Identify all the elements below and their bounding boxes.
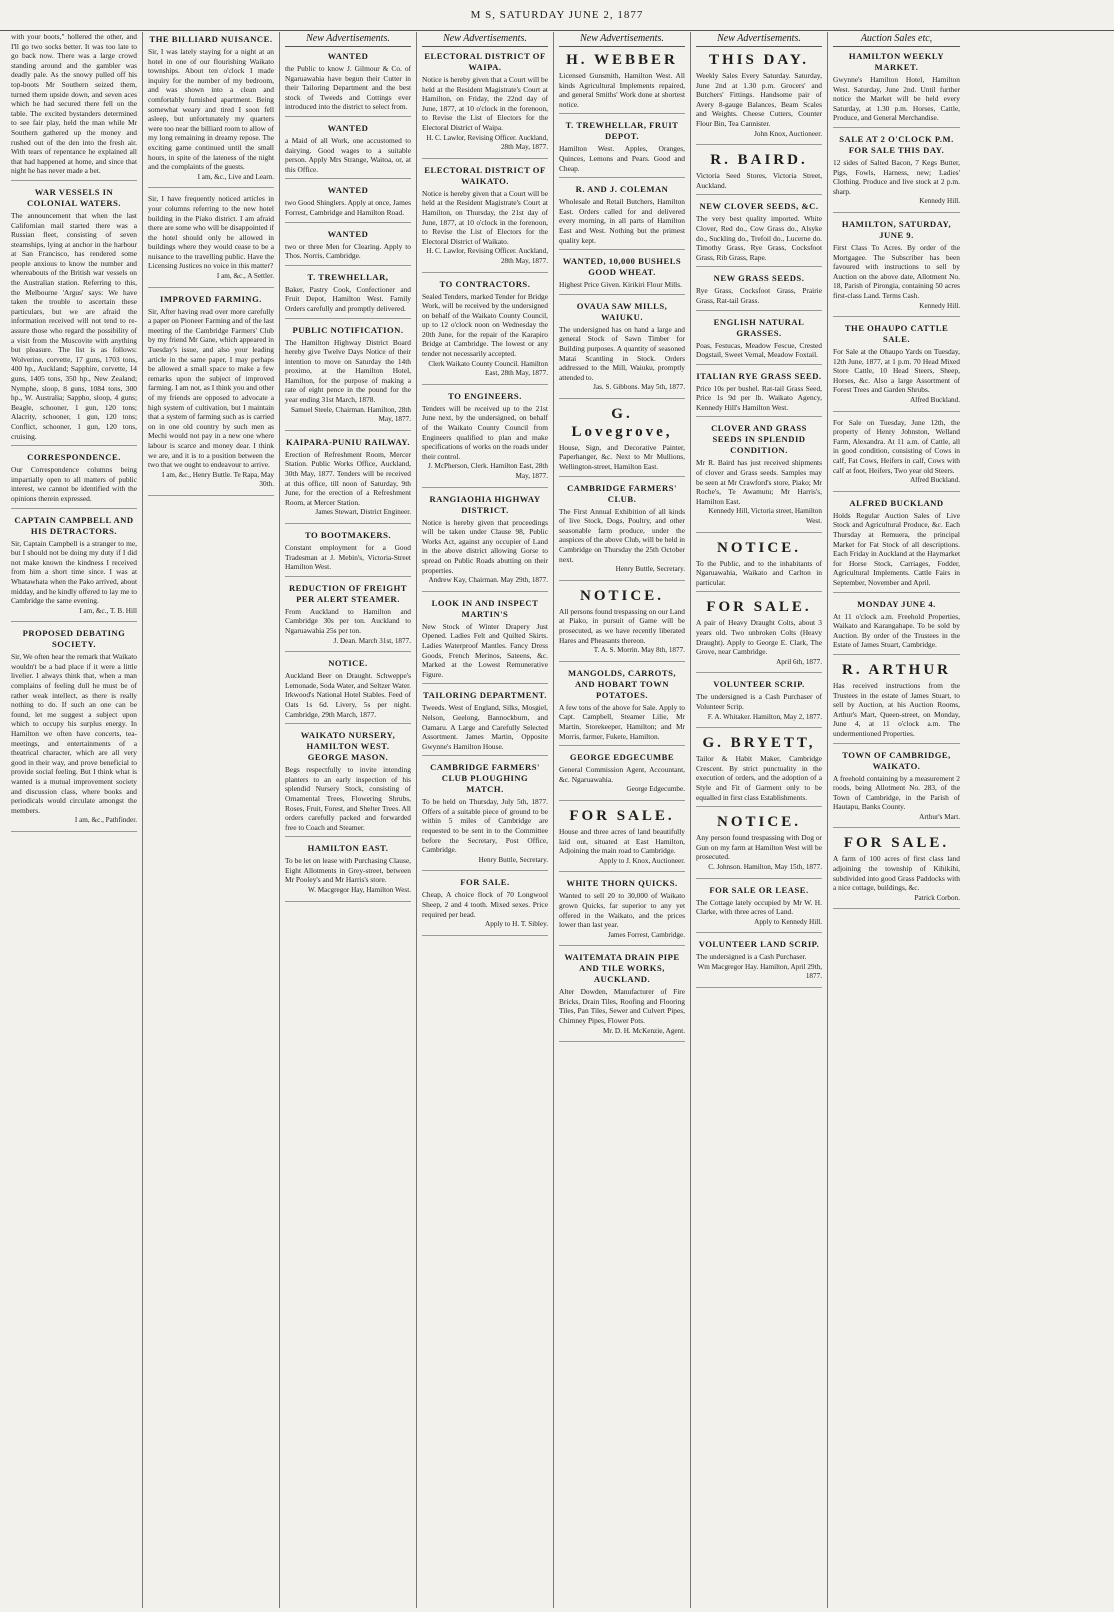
article xyxy=(559,483,685,581)
article-signature: I am, &c., Pathfinder. xyxy=(74,816,137,825)
article xyxy=(833,418,960,492)
article-signature: C. Johnson. Hamilton, May 15th, 1877. xyxy=(708,862,822,871)
article-body: Sir, I was lately staying for a night at an hotel in one of our flourishing Waikato townships. About ten o'clock I made inquiry for the number of my bedroom, and was shown into a clean and comfortably furnished apartment. Being somewhat weary and tired I soon fell asleep, but unfortunately my quarters were too near the billiard room to allow of my long remaining in dreamy repose. The exciting game continued until the small hours, in spite of the lateness of the night and the complaints of the guests. xyxy=(148,47,274,172)
article xyxy=(148,294,274,496)
column-7 xyxy=(828,32,965,1608)
article xyxy=(422,877,548,935)
article xyxy=(285,123,411,179)
article-title: VOLUNTEER LAND SCRIP. xyxy=(698,939,820,950)
article-title: IMPROVED FARMING. xyxy=(160,293,262,304)
article-signature: H. C. Lawlor, Revising Officer. Auckland, 28th May, 1877. xyxy=(426,247,548,265)
article-signature: James Forrest, Cambridge. xyxy=(607,930,685,939)
article xyxy=(422,391,548,488)
article-body: Rye Grass, Cocksfoot Grass, Prairie Grass, Rat-tail Grass. xyxy=(696,286,822,305)
article-body: Sealed Tenders, marked Tender for Bridge Work, will be received by the undersigned on behalf of the Waikato County Council, up to 12 o'clock noon on Wednesday the 20th June, for the repair of the Karapiro Bridge at Cambridge. The lowest or any tender not necessarily accepted. xyxy=(422,291,548,359)
article-signature: J. McPherson, Clerk. Hamilton East, 28th May, 1877. xyxy=(428,462,548,480)
article xyxy=(422,279,548,385)
article-title: R. AND J. COLEMAN xyxy=(575,184,669,195)
article-body: A freehold containing by a measurement 2 roods, being Allotment No. 283, of the Town of Cambridge, in the Parish of Hautapu, Banks County. xyxy=(833,773,960,812)
article xyxy=(422,598,548,685)
article-title: ALFRED BUCKLAND xyxy=(849,497,944,508)
article-signature: George Edgecumbe. xyxy=(626,785,685,794)
article-body: Wanted to sell 20 to 30,000 of Waikato grown Quicks, far superior to any yet offered in the Waikato, and the prices lower than last year. xyxy=(559,891,685,930)
article-body: Mr R. Baird has just received shipments of clover and Grass seeds. Samples may be seen at Mr Crawford's store, Piako; Mr Roche's, Te Awamutu; Mr Harris's, Hamilton East. xyxy=(696,458,822,506)
article xyxy=(833,219,960,317)
article-body: Tweeds. West of England, Silks, Mosgiel, Nelson, Geelong, Bannockburn, and Oamaru. A Large and Carefully Selected Assortment. James Martin, Opposite Gwynne's Hamilton House. xyxy=(422,703,548,751)
article xyxy=(833,498,960,593)
article xyxy=(696,151,822,195)
article-signature: Wm Macgregor Hay. Hamilton, April 29th, 1877. xyxy=(697,962,822,981)
article-title: ITALIAN RYE GRASS SEED. xyxy=(696,370,822,381)
article xyxy=(696,371,822,418)
article-body: All persons found trespassing on our Land at Piako, in pursuit of Game will be prosecuted, as we have recently liberated Hares and Pheasants thereon. xyxy=(559,606,685,645)
article-body: Sir, Captain Campbell is a stranger to me, but I should not be doing my duty if I did not make known the kindness I received from him a short time since. I was at Whatawhata when the Pako arrived, about midday, and he kindly offered to lay me to Cambridge the same evening. xyxy=(11,538,137,606)
article-title: WANTED xyxy=(327,185,369,196)
article-title: T. TREWHELLAR, FRUIT DEPOT. xyxy=(565,120,679,142)
article-body: The Hamilton Highway District Board hereby give Twelve Days Notice of their intention to move on Saturday the 14th proximo, at the Hamilton Hotel, Hamilton, for the purpose of making a rate of eight pence in the pound for the year ending 31st March, 1878. xyxy=(285,337,411,405)
article-title: WAIKATO NURSERY, HAMILTON WEST. GEORGE MASON. xyxy=(300,730,396,763)
article-body: House and three acres of land beautifully laid out, situated at East Hamilton, Adjoining the main road to Cambridge. xyxy=(559,826,685,856)
article xyxy=(833,661,960,744)
article-signature: Patrick Corbon. xyxy=(914,893,960,902)
article xyxy=(11,628,137,832)
article xyxy=(833,750,960,829)
article-title: LOOK IN AND INSPECT MARTIN'S xyxy=(431,597,539,619)
article-title: FOR SALE. xyxy=(569,807,675,824)
article-body: The undersigned is a Cash Purchaser. xyxy=(696,952,807,962)
article-title: NEW CLOVER SEEDS, &C. xyxy=(699,201,819,212)
article xyxy=(285,272,411,319)
article-body: Constant employment for a Good Tradesman at J. Mebin's, Victoria-Street Hamilton West. xyxy=(285,543,411,572)
article xyxy=(559,587,685,662)
article-title: SALE AT 2 O'CLOCK P.M. FOR SALE THIS DAY. xyxy=(839,133,954,155)
article xyxy=(696,317,822,365)
article-signature: Clerk Waikato County Council. Hamilton East, 28th May, 1877. xyxy=(428,359,548,378)
masthead: M S, SATURDAY JUNE 2, 1877 xyxy=(0,0,1114,31)
article-signature: I am, &c., T. B. Hill xyxy=(79,606,137,615)
article-title: FOR SALE. xyxy=(843,835,950,852)
article xyxy=(11,187,137,446)
article-body: House, Sign, and Decorative Painter, Paperhanger, &c. Next to Mr Mullions, Wellington-street, Hamilton East. xyxy=(559,442,685,472)
article-body: A pair of Heavy Draught Colts, about 3 years old. Two unbroken Colts (Heavy Draught). Apply to George E. Clark, The Grove, near Cambridge. xyxy=(696,618,822,657)
article-title: NOTICE. xyxy=(717,814,801,831)
article-signature: Apply to H. T. Sibley. xyxy=(485,920,548,929)
article xyxy=(696,539,822,593)
article-title: KAIPARA-PUNIU RAILWAY. xyxy=(285,436,410,447)
article-body: Holds Regular Auction Sales of Live Stock and Agricultural Produce, &c. Each Thursday at Remuera, the principal Market for Fat Stock of all descriptions. Each Friday in Auckland at the Haymarket for Horse Stock, Carriages, Fodder, Agricultural Implements. Cattle Fairs in September, November and April. xyxy=(833,510,960,587)
article xyxy=(148,34,274,188)
article-body: Sir, After having read over more carefully a paper on Pioneer Farming and of the last meeting of the Cambridge Farmers' Club by my friend Mr Gane, which appeared in Tuesday's issue, and also your leading article in the same paper, I may perhaps be allowed a small space to make a few remarks upon the subject of improved farming. I am not, as I think you and other of my friends are opposed to advocate a high system of cultivation, but I maintain that a system of farming such as is carried on in one old country by such men as Mechi would not pay in a new one where labour is scarce and money dear. I think we are, and it is to a position between the two that we ought to endeavour to arrive. xyxy=(148,306,274,470)
article-title: NOTICE. xyxy=(717,539,801,556)
article-body: Erection of Refreshment Room, Mercer Station. Public Works Office, Auckland, 30th May, 1877. Tenders will be received at this office, till noon of Saturday, 9th June, for the erection of a Refreshment Room, at Mercer Station. xyxy=(285,449,411,507)
article-title: TO ENGINEERS. xyxy=(448,390,522,401)
article-body: Baker, Pastry Cook, Confectioner and Fruit Depot, Hamilton West. Family Orders carefully and promptly delivered. xyxy=(285,284,411,313)
article-signature: Kennedy Hill. xyxy=(919,301,960,310)
article-body: Our Correspondence columns being impartially open to all matters of public interest, we cannot be identified with the opinions therein expressed. xyxy=(11,465,137,503)
article xyxy=(559,51,685,114)
article-title: TO CONTRACTORS. xyxy=(439,278,531,289)
article-body: From Auckland to Hamilton and Cambridge 30s per ton. Auckland to Ngaruawahia 25s per ton. xyxy=(285,606,411,635)
article xyxy=(696,51,822,145)
article-title: HAMILTON, SATURDAY, JUNE 9. xyxy=(841,218,952,240)
article-body: The First Annual Exhibition of all kinds of live Stock, Dogs, Poultry, and other seasonable farm produce, under the auspices of the above Club, will be held in Cambridge on Thursday the 25th October next. xyxy=(559,506,685,564)
article xyxy=(285,843,411,901)
article-title: WAR VESSELS IN COLONIAL WATERS. xyxy=(26,186,122,208)
article xyxy=(148,194,274,287)
article-title: RANGIAOHIA HIGHWAY DISTRICT. xyxy=(429,493,541,515)
article-title: NOTICE. xyxy=(580,587,664,604)
column-1 xyxy=(6,32,143,1608)
article xyxy=(696,734,822,807)
article xyxy=(422,494,548,592)
article xyxy=(559,184,685,250)
article-title: PROPOSED DEBATING SOCIETY. xyxy=(22,628,126,650)
column-header: New Advertisements. xyxy=(559,32,685,47)
article-signature: F. A. Whitaker. Hamilton, May 2, 1877. xyxy=(707,712,822,721)
article-signature: I am, &c., Henry Buttle. Te Rapa, May 30th. xyxy=(162,470,274,489)
article xyxy=(285,51,411,117)
article xyxy=(696,885,822,934)
article-body: Sir, We often hear the remark that Waikato wouldn't be a bad place if it were a little livelier. I always think that, when a man complains of feeling dull he must be of rather weak intellect, as there is really nothing to do. If such an one can be found, let me suggest a subject upon which to occupy his surplus energy. In Hamilton we often have concerts, tea-meetings, and entertainments of a theatrical character, which are all very good in their way, and prove beneficial to provide social feeling. But I think what is wanted is a mutual improvement society and discussion class, where books and periodicals would circulate amongst the members. xyxy=(11,652,137,815)
article xyxy=(833,134,960,213)
article-signature: J. Dean. March 31st, 1877. xyxy=(333,636,411,645)
article-title: R. BAIRD. xyxy=(710,152,808,169)
article xyxy=(11,32,137,181)
article xyxy=(285,325,411,431)
article-title: WANTED xyxy=(327,122,369,133)
article-signature: Henry Buttle, Secretary. xyxy=(478,855,548,864)
article-title: WAITEMATA DRAIN PIPE AND TILE WORKS, AUCKLAND. xyxy=(564,952,680,985)
article-signature: I am, &c., A Settler. xyxy=(216,272,274,281)
article-title: CAPTAIN CAMPBELL AND HIS DETRACTORS. xyxy=(14,514,134,536)
article-body: Notice is hereby given that proceedings will be taken under Clause 98, Public Works Act, against any occupier of Land in the above district allowing Gorse to spread on Public Roads abutting on their properties. xyxy=(422,517,548,575)
article-body: To the Public, and to the inhabitants of Ngaruawahia, Waikato and Carlton in particular. xyxy=(696,558,822,587)
article xyxy=(285,530,411,577)
article xyxy=(559,301,685,399)
column-2 xyxy=(143,32,280,1608)
article xyxy=(833,323,960,412)
article-body: Gwynne's Hamilton Hotel, Hamilton West. Saturday, June 2nd. Until further notice the Market will be held every Saturday, at 1.30 p.m. Horses, Cattle, Produce, and General Merchandise. xyxy=(833,75,960,123)
article-title: NOTICE. xyxy=(328,658,368,669)
article xyxy=(696,598,822,673)
article-title: CORRESPONDENCE. xyxy=(27,452,121,463)
article xyxy=(559,952,685,1042)
article xyxy=(833,51,960,128)
article-signature: Kennedy Hill, Victoria street, Hamilton West. xyxy=(708,507,822,526)
article-title: FOR SALE. xyxy=(460,877,510,888)
article xyxy=(285,730,411,837)
article-title: G. BRYETT, xyxy=(702,735,816,752)
article-title: NEW GRASS SEEDS. xyxy=(713,273,805,284)
article-body: Cheap, A choice flock of 70 Longwool Sheep, 2 and 4 tooth. Mixed sexes. Price required per head. xyxy=(422,890,548,919)
article xyxy=(559,120,685,178)
column-5 xyxy=(554,32,691,1608)
column-header: New Advertisements. xyxy=(285,32,411,47)
article-title: FOR SALE. xyxy=(706,599,812,616)
article xyxy=(559,256,685,295)
article-signature: Apply to Kennedy Hill. xyxy=(754,917,822,926)
article-title: PUBLIC NOTIFICATION. xyxy=(292,324,404,335)
article-body: Has received instructions from the Trustees in the estate of James Stuart, to sell by Auction, at his Auction Rooms, Arthur's Mart, Queen-street, on Monday, June 4, at 11 o'clock a.m. The undermentioned Properties. xyxy=(833,680,960,738)
article-body: Begs respectfully to invite intending planters to an early inspection of his splendid Nursery Stock, consisting of Ornamental Trees, Flowering Shrubs, Roses, Fruit, Forest, and Shelter Trees. All orders carefully packed and forwarded free to Coach and Steamer. xyxy=(285,765,411,832)
article xyxy=(696,201,822,267)
article-title: CAMBRIDGE FARMERS' CLUB. xyxy=(567,482,677,504)
article xyxy=(422,762,548,871)
article xyxy=(285,658,411,724)
article-title: TO BOOTMAKERS. xyxy=(304,530,392,540)
article-body: At 11 o'clock a.m. Freehold Properties, Waikato and Karangahape. To be sold by Auction. By order of the Trustees in the Estate of James Stuart, Cambridge. xyxy=(833,611,960,650)
columns-container xyxy=(6,32,1110,1608)
article-title: CAMBRIDGE FARMERS' CLUB PLOUGHING MATCH. xyxy=(430,762,540,795)
article-body: Price 10s per bushel. Rat-tail Grass Seed, Price 1s 9d per lb. Waikato Agency, Kennedy Hill's Hamilton West. xyxy=(696,383,822,412)
article xyxy=(559,405,685,477)
article-body: The Cottage lately occupied by Mr W. H. Clarke, with three acres of Land. xyxy=(696,897,822,917)
article-signature: I am, &c., Live and Learn. xyxy=(197,172,274,181)
article xyxy=(696,939,822,988)
article-title: WANTED xyxy=(327,51,369,61)
article xyxy=(422,165,548,273)
article xyxy=(422,51,548,159)
article-body: Licensed Gunsmith, Hamilton West. All kinds Agricultural Implements repaired, and general Smiths' Work done at shortest notice. xyxy=(559,71,685,109)
article-body: The undersigned is a Cash Purchaser of Volunteer Scrip. xyxy=(696,692,822,711)
article-body: Alter Dowden, Manufacturer of Fire Bricks, Drain Tiles, Roofing and Flooring Tiles, Pan Tiles, Sewer and Culvert Pipes, Chimney Pipes, Flower Pots. xyxy=(559,987,685,1026)
article-title: ELECTORAL DISTRICT OF WAIKATO. xyxy=(424,164,546,186)
article-body: The announcement that when the last Californian mail started there was a Russian fleet, consisting of seven steamships, lying at anchor in the harbour at San Francisco, has rendered some people anxious to know the number and whereabouts of the British war vessels on the Australian station. Referring to this, the Melbourne 'Argus' says: We have taken the trouble to ascertain these particulars, but we are afraid the information received will not tend to re-assure those who regard the possibility of a visit from the Muscovite with anything but pleasure. The list is as follows: Wolverine, corvette, 17 guns, 1703 tons, 400 hp., Auckland; Sapphire, corvette, 14 guns, 1405 tons, 350 hp., New Zealand; Nymphe, sloop, 8 guns, 1084 tons, 300 hp., W. Australia; Sappho, sloop, 4 guns; Beagle, schooner, 1 gun, 120 tons; Alacrity, schooner, 1 gun, 120 tons; Conflict, schooner, 1 gun, 120 tons, cruising. xyxy=(11,210,137,441)
article-title: WHITE THORN QUICKS. xyxy=(566,878,678,889)
column-header: New Advertisements. xyxy=(422,32,548,47)
article xyxy=(285,583,411,652)
article-signature: Mr. D. H. McKenzie, Agent. xyxy=(602,1026,685,1035)
column-3 xyxy=(280,32,417,1608)
article-signature: Jas. S. Gibbons. May 5th, 1877. xyxy=(593,383,685,392)
column-6 xyxy=(691,32,828,1608)
article-title: HAMILTON EAST. xyxy=(307,843,389,854)
article xyxy=(559,878,685,946)
article-body: two or three Men for Clearing. Apply to Thos. Norris, Cambridge. xyxy=(285,241,411,261)
article-title: T. TREWHELLAR, xyxy=(307,271,389,282)
article-title: THE OHAUPO CATTLE SALE. xyxy=(844,323,949,345)
article-body: To be held on Thursday, July 5th, 1877. Offers of a suitable piece of ground to be within 5 miles of Cambridge are requested to be sent in to the Committee before the Secretary, Post Office, Cambridge. xyxy=(422,797,548,855)
article-body: Hamilton West. Apples, Oranges, Quinces, Lemons and Pears. Good and Cheap. xyxy=(559,144,685,173)
article xyxy=(559,668,685,746)
article-body: a Maid of all Work, one accustomed to dairying. Good wages to a suitable person. Apply Mrs Strange, Waitoa, or, at this Office. xyxy=(285,135,411,174)
article-body: Auckland Beer on Draught. Schweppe's Lemonade, Soda Water, and Seltzer Water. Irkwood's National Hotel Stables. Feed of Oats 1s 6d. Livery, 5s per night. Cambridge, 29th March, 1877. xyxy=(285,671,411,719)
article-body: the Public to know J. Gilmour & Co. of Ngaruawahia have begun their Cutter in their Tailoring Department and the best stock of Tweeds and Cottings ever introduced into the district to select from. xyxy=(285,64,411,112)
article-body: First Class To Acres. By order of the Mortgagee. The Subscriber has been favoured with instructions to sell by Auction on the above date, Allotment No. 18, Parish of Pirongia, containing 50 acres first-class Land. Terms Cash. xyxy=(833,242,960,300)
article-title: TAILORING DEPARTMENT. xyxy=(423,690,547,701)
article-body: 12 sides of Salted Bacon, 7 Kegs Butter, Pigs, Fowls, Harness, new; Ladies' Clothing. Produce and live stock at 2 p.m. sharp. xyxy=(833,157,960,196)
article-signature: Alfred Buckland. xyxy=(910,396,960,405)
article-body: For Sale on Tuesday, June 12th, the property of Henry Johnston, Welland Farm, Alexandra. At 11 a.m. of Cattle, all in good condition, consisting of Cows in calf, Fat Cows, Heifers in calf, Cows with calf at foot, Heifers, Two year old Steers. xyxy=(833,417,960,475)
article-body: A farm of 100 acres of first class land adjoining the township of Kihikihi, subdivided into good Grass Paddocks with a nice cottage, buildings, &c. xyxy=(833,854,960,893)
article-title: REDUCTION OF FREIGHT PER ALERT STEAMER. xyxy=(288,582,408,604)
article-signature: H. C. Lawlor, Revising Officer. Auckland, 28th May, 1877. xyxy=(426,133,548,152)
article xyxy=(422,690,548,756)
article-body: Weekly Sales Every Saturday. Saturday, June 2nd at 1.30 p.m. Grocers' and Butchers' Fittings. Handsome pair of Avery 8-gauge Balances, Beam Scales and Weights. Cheese Cutters, Counter Flour Bin, Tea Cannister. xyxy=(696,71,822,128)
article-title: FOR SALE OR LEASE. xyxy=(709,884,809,895)
article xyxy=(559,807,685,872)
article-title: WANTED xyxy=(327,228,369,239)
article-title: THIS DAY. xyxy=(708,52,810,68)
article-body: two Good Shinglers. Apply at once, James Forrest, Cambridge and Hamilton Road. xyxy=(285,198,411,217)
article-title: CLOVER AND GRASS SEEDS IN SPLENDID CONDITION. xyxy=(711,423,807,456)
article-title: G. Lovegrove, xyxy=(571,405,673,440)
article-title: VOLUNTEER SCRIP. xyxy=(713,679,805,690)
column-header: New Advertisements. xyxy=(696,32,822,47)
article-title: OVAUA SAW MILLS, WAIUKU. xyxy=(576,300,668,322)
article-title: MANGOLDS, CARROTS, AND HOBART TOWN POTATOES. xyxy=(567,667,677,700)
article-signature: T. A. S. Morrin. May 8th, 1877. xyxy=(593,646,685,655)
column-header: Auction Sales etc, xyxy=(833,32,960,47)
article-signature: Henry Buttle, Secretary. xyxy=(615,565,685,574)
article-body: Wholesale and Retail Butchers, Hamilton East. Orders called for and delivered every morning, in all parts of Hamilton East and West. Nothing but the primest quality kept. xyxy=(559,197,685,245)
article-signature: W. Macgregor Hay, Hamilton West. xyxy=(308,886,411,895)
article-body: A few tons of the above for Sale. Apply to Capt. Campbell, Steamer Lilie, Mr Martin, Storekeeper, Hamilton; and Mr Morris, farmer, Fukete, Hamilton. xyxy=(559,702,685,741)
article xyxy=(833,599,960,655)
article-signature: Alfred Buckland. xyxy=(910,476,960,485)
article-body: Victoria Seed Stores, Victoria Street, Auckland. xyxy=(696,171,822,190)
article-body: The undersigned has on hand a large and general Stock of Sawn Timber for Building purposes. A quantity of seasoned Matai Scantling in Stock. Orders addressed to the Mill, Waiuku, promptly attended to. xyxy=(559,324,685,382)
article-title: WANTED, 10,000 BUSHELS GOOD WHEAT. xyxy=(562,256,682,278)
article-body: with your boots," hollered the other, and I'll go two socks better. It was too late to go back now. There was a large crowd standing around and the gambler was deadly pale. As the snowy pulled off his top-boots Mr Southern seized them, turned them upside down, and seven aces which he had secured there fell on the table. The excited bystanders determined to see fair play, held the man while Mr Southern gathered up the money and rushed out of the den into the fresh air. With tears of repentance he explained all that had happened at home, and since that night he has never made a bet. xyxy=(11,32,137,176)
article-body: Poas, Festucas, Meadow Fescue, Crested Dogstail, Sweet Vernal, Meadow Foxtail. xyxy=(696,340,822,360)
article-body: New Stock of Winter Drapery Just Opened. Ladies Felt and Quilted Skirts. Ladies Waterproof Mantles. Fancy Dress Goods, French Merinos, Sateens, &c. Marked at the Lowest Remunerative Figure. xyxy=(422,621,548,679)
article xyxy=(285,229,411,266)
article-signature: James Stewart, District Engineer. xyxy=(315,508,411,517)
article xyxy=(559,752,685,801)
article-body: The very best quality imported. White Clover, Red do., Cow Grass do., Alsyke do., Suckling do., Trefoil do., Lucerne do. Timothy Grass, Rye Grass, Cocksfoot Grass, Rib Grass, Rape. xyxy=(696,214,822,262)
article-signature: Apply to J. Knox, Auctioneer. xyxy=(598,856,685,865)
article xyxy=(285,185,411,222)
article-title: R. ARTHUR xyxy=(842,661,951,678)
article-body: To be let on lease with Purchasing Clause, Eight Allotments in Grey-street, between Mr Pooley's and Mr Harris's store. xyxy=(285,856,411,885)
article-body: Tenders will be received up to the 21st June next, by the undersigned, on behalf of the Waikato County Council from Engineers qualified to plan and make specifications of works on the roads under their control. xyxy=(422,403,548,461)
column-4 xyxy=(417,32,554,1608)
article-body: Tailor & Habit Maker, Cambridge Crescent. By strict punctuality in the execution of orders, and the adoption of a Style and Fit of Garment only to be equalled in first class Establishments. xyxy=(696,754,822,802)
article xyxy=(696,679,822,728)
article xyxy=(696,273,822,310)
article-title: GEORGE EDGECUMBE xyxy=(569,752,675,763)
article-signature: Arthur's Mart. xyxy=(919,812,960,821)
article-signature: April 6th, 1877. xyxy=(776,657,822,666)
article-title: TOWN OF CAMBRIDGE, WAIKATO. xyxy=(842,749,951,771)
article-title: ELECTORAL DISTRICT OF WAIPA. xyxy=(424,51,546,72)
article-body: Notice is hereby given that a Court will be held at the Resident Magistrate's Court at Hamilton, on Friday, the 22nd day of June, 1877, at 10 o'clock in the forenoon, to Revise the List of Electors for the Electoral District of Waipa. xyxy=(422,75,548,132)
article-body: Highest Price Given. Kirikiri Flour Mills. xyxy=(559,280,682,290)
article-body: Any person found trespassing with Dog or Gun on my farm at Hamilton West will be prosecuted. xyxy=(696,833,822,862)
article-title: H. WEBBER xyxy=(566,52,678,68)
article-signature: Andrew Kay, Chairman. May 29th, 1877. xyxy=(428,576,548,585)
article xyxy=(833,834,960,909)
article-title: MONDAY JUNE 4. xyxy=(857,598,936,609)
article xyxy=(11,452,137,508)
article-body: Notice is hereby given that a Court will be held at the Resident Magistrate's Court at Hamilton, on Thursday, the 21st day of June, 1877, at 10 o'clock in the forenoon, to Revise the List of Electors for the Electoral District of Waikato. xyxy=(422,188,548,246)
article xyxy=(696,423,822,532)
article-title: THE BILLIARD NUISANCE. xyxy=(149,34,273,44)
article-body: Sir, I have frequently noticed articles in your columns referring to the new hotel building in the Piako district. I am afraid there are some who will be disappointed if the hotel should only be allowed in buildings where they would cease to be a nuisance to the travelling public. Have the Licensing Justices no voice in this matter? xyxy=(148,194,274,271)
article-title: ENGLISH NATURAL GRASSES. xyxy=(713,316,805,338)
article-body: General Commission Agent, Accountant, &c. Ngaruawahia. xyxy=(559,765,685,784)
article-body: For Sale at the Ohaupo Yards on Tuesday, 12th June, 1877, at 1 p.m. 70 Head Mixed Store Cattle, 10 Head Steers, Sheep, Horses, &c. Also a large Assortment of Forest Trees and Garden Shrubs. xyxy=(833,347,960,395)
article-signature: Samuel Steele, Chairman. Hamilton, 28th May, 1877. xyxy=(291,405,411,424)
article-title: HAMILTON WEEKLY MARKET. xyxy=(848,51,945,72)
article xyxy=(696,813,822,878)
article xyxy=(285,437,411,524)
article-signature: John Knox, Auctioneer. xyxy=(754,129,822,138)
article-signature: Kennedy Hill. xyxy=(919,197,960,206)
article xyxy=(11,515,137,623)
